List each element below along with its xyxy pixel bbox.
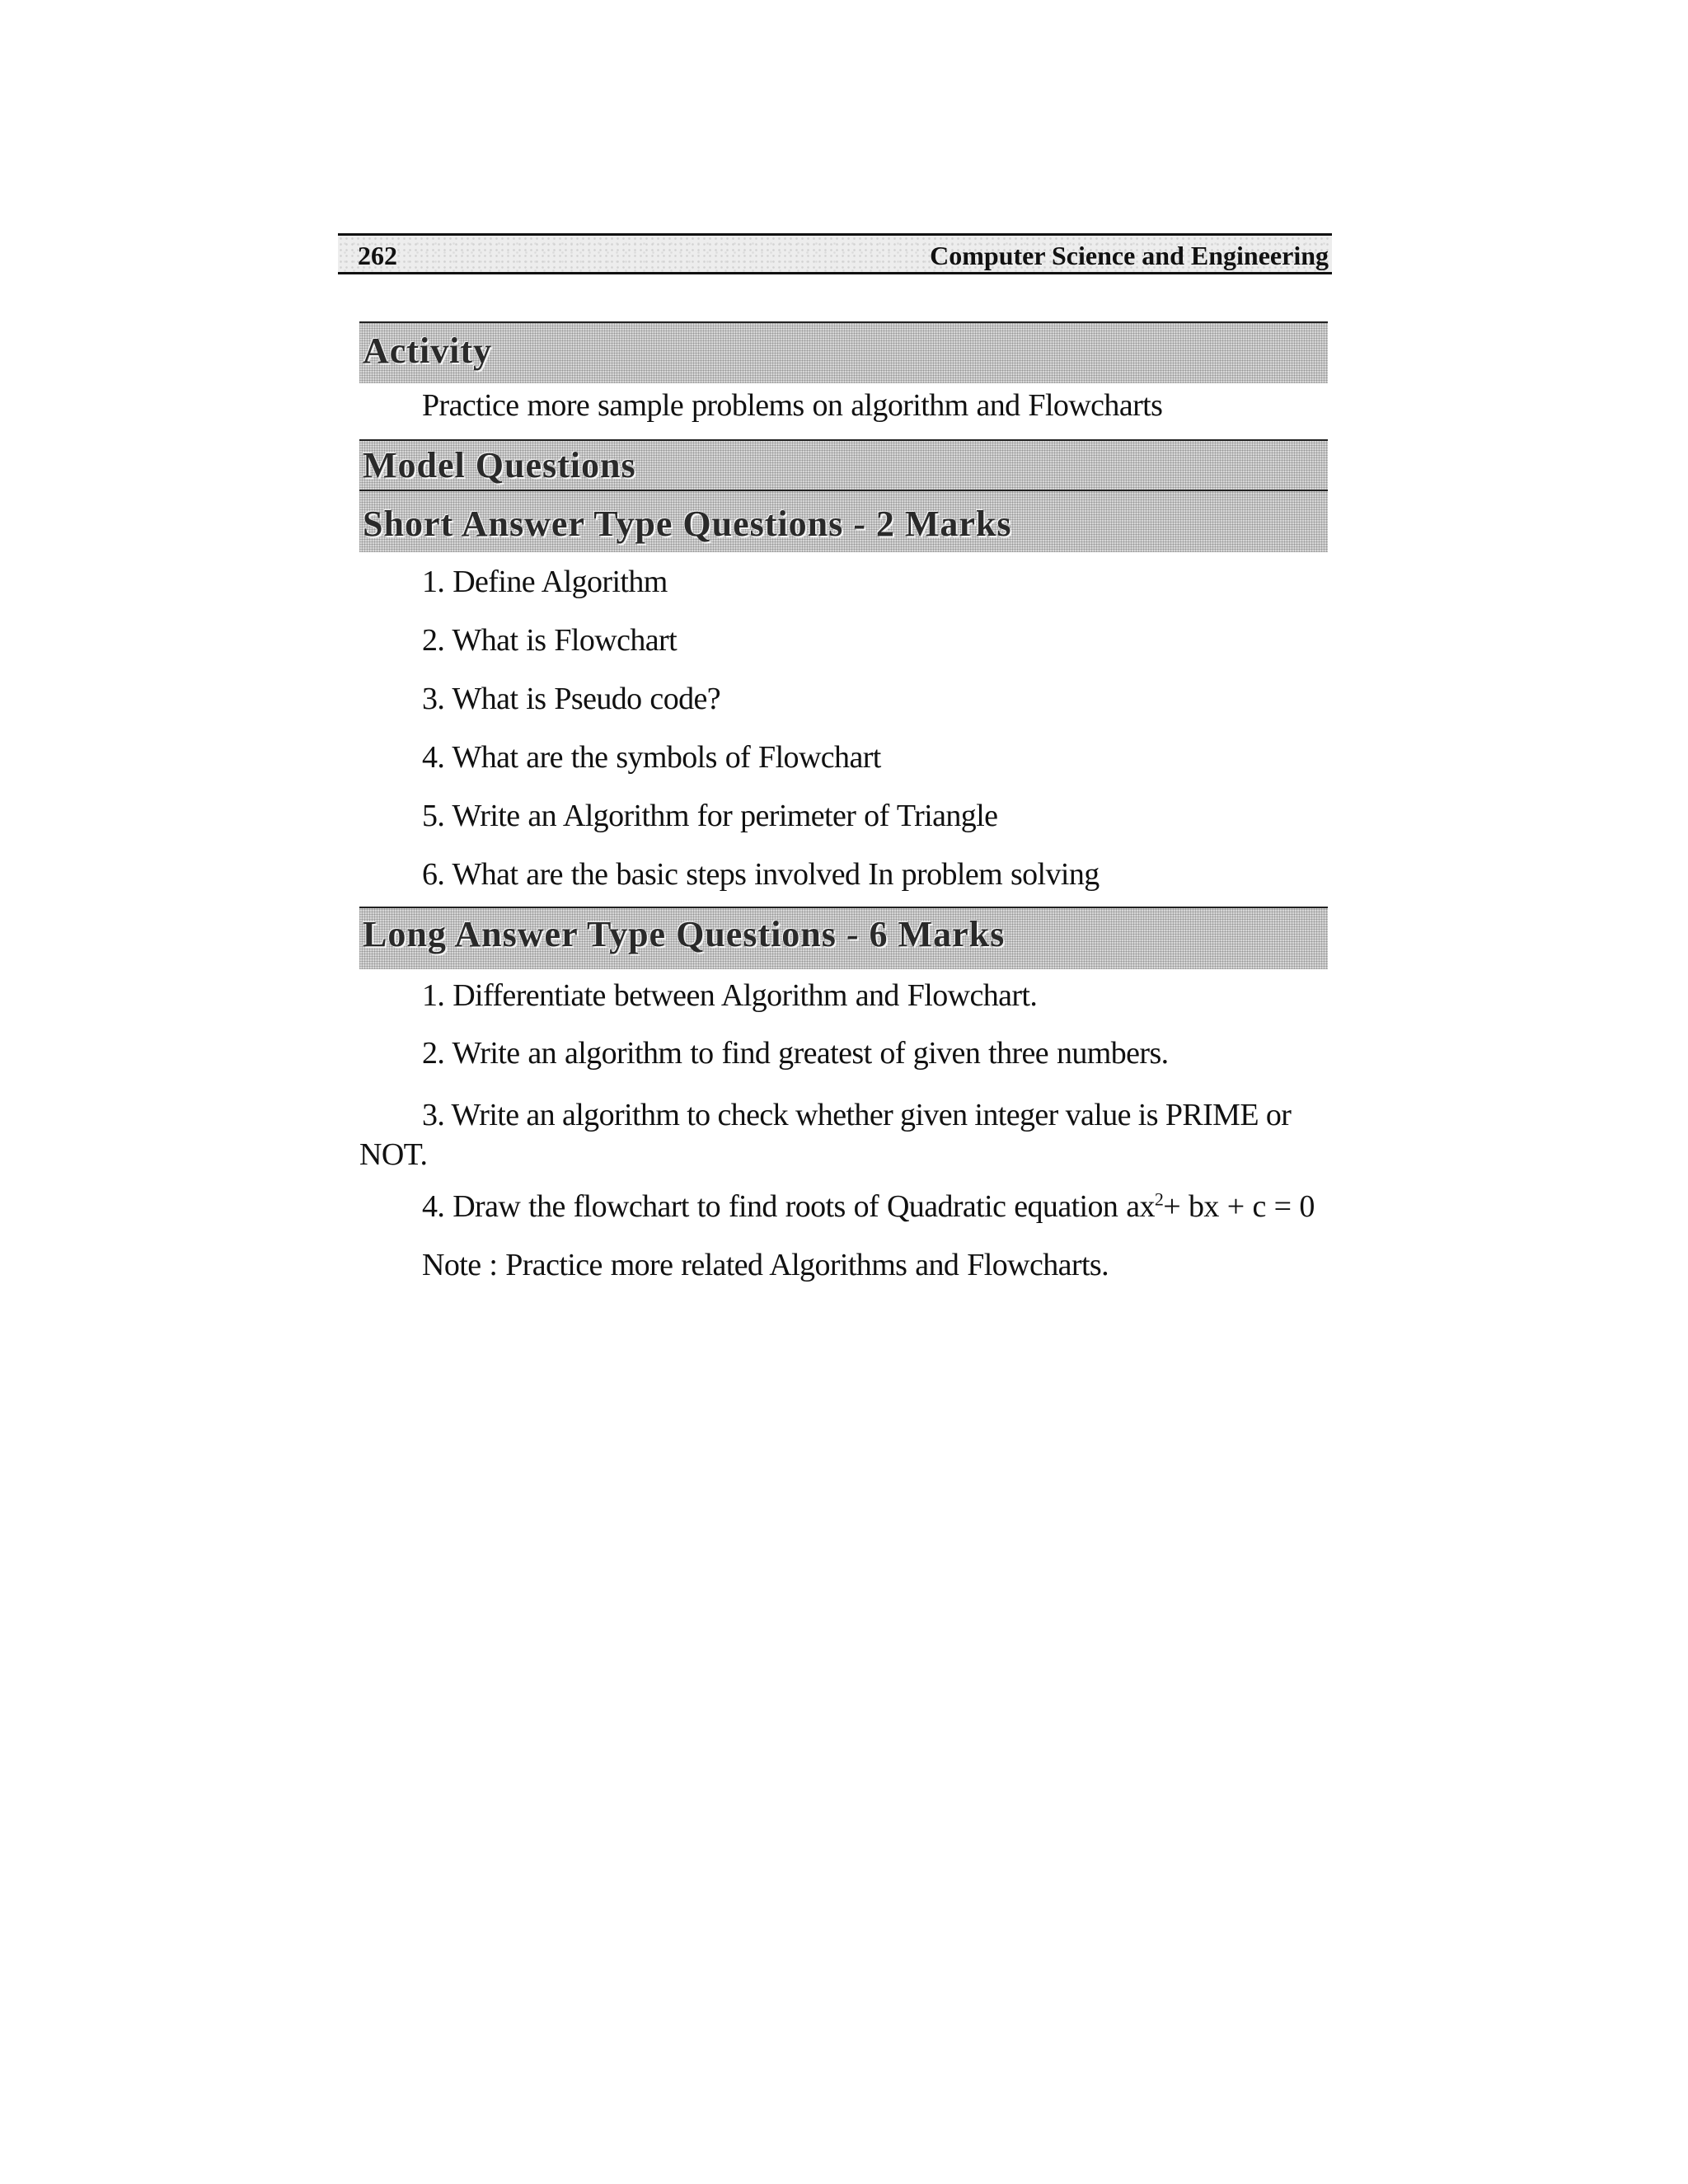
activity-heading: Activity	[363, 330, 493, 371]
activity-heading-bar	[359, 321, 1328, 383]
long-answer-heading: Long Answer Type Questions - 6 Marks	[363, 914, 1006, 954]
model-questions-heading-bar	[359, 439, 1328, 490]
short-answer-heading: Short Answer Type Questions - 2 Marks	[363, 504, 1012, 544]
quadratic-suffix: + bx + c = 0	[1163, 1189, 1315, 1224]
activity-text: Practice more sample problems on algorithm and Flowcharts	[422, 388, 1163, 423]
running-header	[338, 233, 1332, 274]
short-answer-item: 2. What is Flowchart	[422, 623, 678, 658]
page-number: 262	[358, 241, 397, 270]
long-answer-heading-bar	[359, 907, 1328, 969]
short-answer-item: 3. What is Pseudo code?	[422, 682, 721, 716]
quadratic-prefix: 4. Draw the flowchart to find roots of Quadratic equation ax	[422, 1189, 1155, 1224]
short-answer-item: 4. What are the symbols of Flowchart	[422, 740, 881, 775]
short-answer-item: 1. Define Algorithm	[422, 565, 668, 599]
short-answer-item: 5. Write an Algorithm for perimeter of Triangle	[422, 799, 998, 833]
long-answer-item: 3. Write an algorithm to check whether given integer value is PRIME or NOT.	[359, 1098, 1292, 1172]
long-answer-item: 1. Differentiate between Algorithm and Flowchart.	[422, 978, 1038, 1013]
long-answer-item-quadratic	[422, 1188, 1315, 1225]
short-answer-item: 6. What are the basic steps involved In problem solving	[422, 857, 1100, 892]
model-questions-heading: Model Questions	[363, 445, 636, 485]
book-title: Computer Science and Engineering	[930, 241, 1329, 270]
note-text: Note : Practice more related Algorithms and Flowcharts.	[422, 1248, 1109, 1282]
long-answer-item: 2. Write an algorithm to find greatest of given three numbers.	[422, 1036, 1169, 1071]
quadratic-exponent: 2	[1154, 1188, 1164, 1210]
short-answer-heading-bar	[359, 490, 1328, 552]
